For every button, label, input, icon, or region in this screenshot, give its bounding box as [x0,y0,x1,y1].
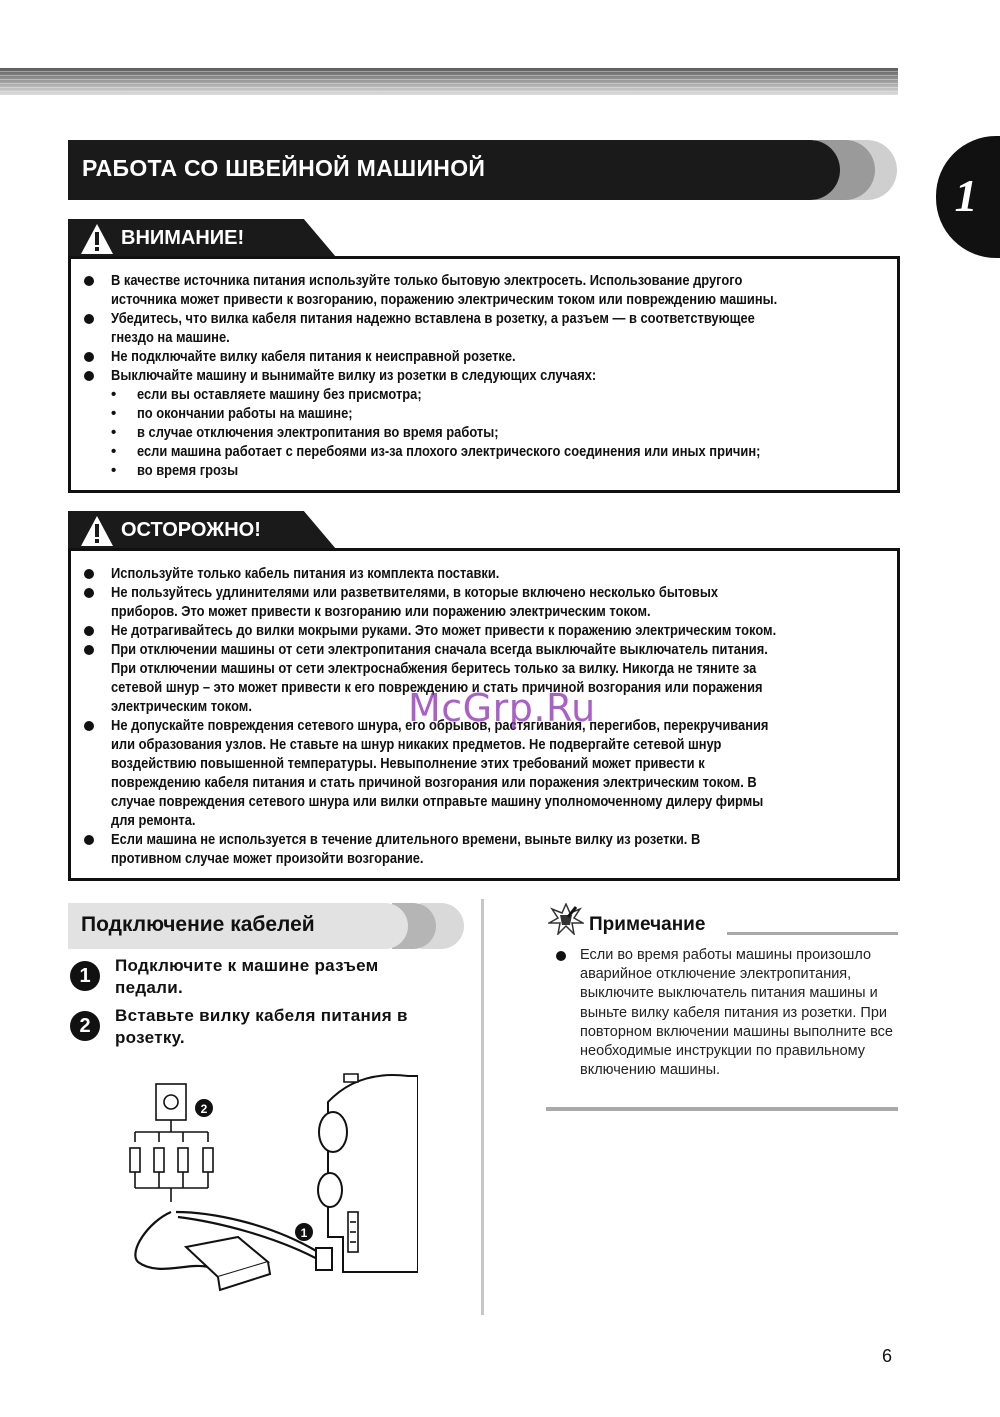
warning-item: Выключайте машину и вынимайте вилку из розетки в следующих случаях: [111,367,597,384]
warning-subitem: по окончании работы на машине; [137,405,353,422]
caution-item: или образования узлов. Не ставьте на шнур никаких предметов. Не подвергайте сетевой шнур [111,736,722,753]
sub-bullet: • [111,424,117,441]
step-2-text-line1: Вставьте вилку кабеля питания в [115,1006,408,1025]
warning-item: Убедитесь, что вилка кабеля питания надежно вставлена в розетку, а разъем — в соответствующее [111,310,755,327]
caution-item: противном случае может произойти возгорание. [111,850,424,867]
warning-label: ВНИМАНИЕ! [121,227,245,249]
step-1-text-line2: педали. [115,978,184,997]
step-2-text-line2: розетку. [115,1028,185,1047]
cable-connection-illustration [118,1062,418,1310]
caution-item: Если машина не используется в течение длительного времени, выньте вилку из розетки. В [111,831,701,848]
sub-bullet: • [111,462,117,479]
warning-item: В качестве источника питания используйте только бытовую электросеть. Использование другого [111,272,743,289]
warning-item: источника может привести к возгоранию, поражению электрическим током или повреждению машины. [111,291,778,308]
caution-item: Используйте только кабель питания из комплекта поставки. [111,565,500,582]
bullet-dot [84,371,94,381]
page-number: 6 [882,1346,893,1366]
caution-item: Не дотрагивайтесь до вилки мокрыми руками. Это может привести к поражению электрическим током. [111,622,777,639]
caution-item: случае повреждения сетевого шнура или вилки отправьте машину уполномоченному дилеру фирмы [111,793,764,810]
note-icon [548,903,584,935]
callout-1-label: 1 [300,1226,308,1240]
caution-item: воздействию повышенной температуры. Невыполнение этих требований может привести к [111,755,705,772]
note-title-rule [727,932,898,935]
bullet-dot [84,352,94,362]
page-title: РАБОТА СО ШВЕЙНОЙ МАШИНОЙ [82,155,486,181]
bullet-dot [84,645,94,655]
caution-item: для ремонта. [111,812,196,829]
warning-item: гнездо на машине. [111,329,230,346]
note-text: Если во время работы машины произошло аварийное отключение электропитания, выключите выключатель питания машины и выньте вилку кабеля питания из розетки. При повторном включении машины выполните все необходимые инструкции по правильному включению машины. [580,947,893,1079]
step-number-2: 2 [70,1011,100,1041]
warning-subitem: если вы оставляете машину без присмотра; [137,386,422,403]
sub-bullet: • [111,386,117,403]
caution-item: При отключении машины от сети электроснабжения беритесь только за вилку. Никогда не тяните за [111,660,757,677]
bullet-dot [84,588,94,598]
bullet-dot [84,626,94,636]
sub-bullet: • [111,443,117,460]
caution-item: При отключении машины от сети электропитания сначала всегда выключайте выключатель питания. [111,641,768,658]
bullet-dot [84,721,94,731]
watermark-logo: McGrp.Ru [408,686,596,730]
note-title: Примечание [589,914,706,935]
bullet-dot [556,951,566,961]
step-number-1: 1 [70,961,100,991]
warning-subitem: в случае отключения электропитания во время работы; [137,424,499,441]
caution-item: электрическим током. [111,698,252,715]
column-divider [481,899,484,1315]
caution-item: Не допускайте повреждения сетевого шнура, его обрывов, растягивания, перегибов, перекручивания [111,717,769,734]
header-stripes [0,68,898,95]
header-gradient-bar [0,68,898,95]
callout-2-label: 2 [200,1102,208,1116]
warning-item: Не подключайте вилку кабеля питания к неисправной розетке. [111,348,516,365]
section-title: Подключение кабелей [81,913,315,936]
caution-label: ОСТОРОЖНО! [121,519,261,541]
note-bottom-rule [546,1107,898,1111]
chapter-number: 1 [954,170,978,221]
wall-outlet [156,1084,186,1120]
bullet-dot [84,569,94,579]
caution-item: повреждению кабеля питания и стать причиной возгорания или поражения электрическим током. В [111,774,757,791]
warning-subitem: во время грозы [137,462,239,479]
caution-item: Не пользуйтесь удлинителями или разветвителями, в которые включено несколько бытовых [111,584,719,601]
bullet-dot [84,835,94,845]
warning-triangle-icon [80,223,114,255]
bullet-dot [84,314,94,324]
bullet-dot [84,276,94,286]
sub-bullet: • [111,405,117,422]
step-1-text-line1: Подключите к машине разъем [115,956,379,975]
caution-item: сетевой шнур – это может привести к его повреждению и стать причиной возгорания или поражения [111,679,763,696]
caution-item: приборов. Это может привести к возгоранию или поражению электрическим током. [111,603,651,620]
warning-subitem: если машина работает с перебоями из-за плохого электрического соединения или иных причин; [137,443,761,460]
caution-triangle-icon [80,515,114,547]
